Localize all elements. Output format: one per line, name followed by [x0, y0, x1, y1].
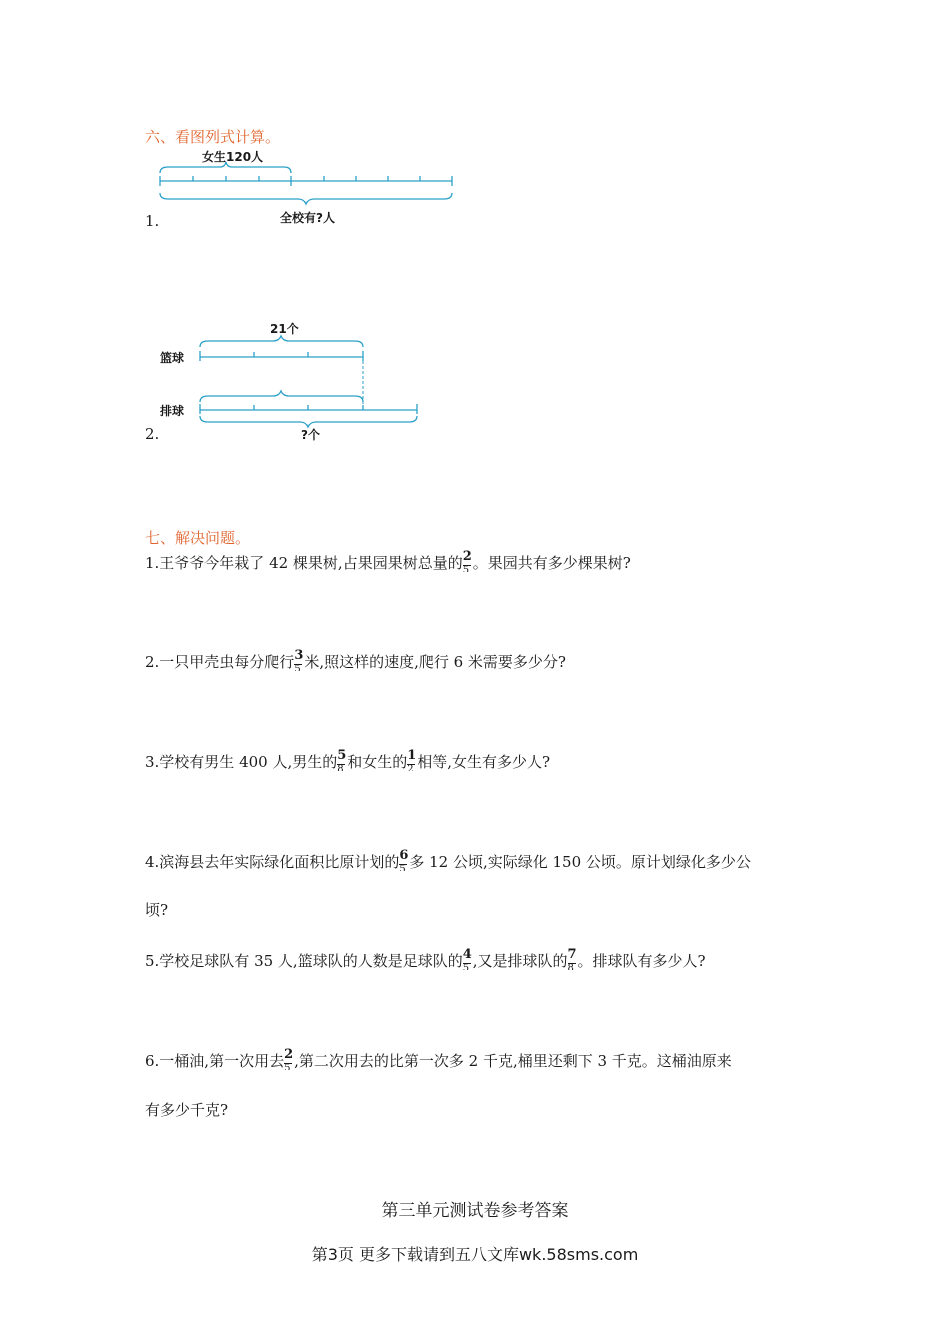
fig2-row1-label: 篮球	[160, 351, 185, 365]
fig2-row2-ticks	[200, 404, 417, 414]
q5-frac2-denominator: 8	[567, 964, 574, 970]
q2-frac-denominator: 5	[294, 665, 301, 671]
q1-fraction	[462, 549, 473, 572]
fig1-bottom-label: 全校有?人	[280, 211, 335, 225]
q1-text-b: 。果园共有多少棵果树?	[472, 554, 631, 572]
q6-frac-numerator: 2	[284, 1047, 294, 1062]
q3-frac2-denominator: 2	[407, 765, 414, 771]
fig2-bottom-brace	[200, 416, 417, 427]
fig2-mid-brace	[200, 391, 363, 402]
fig2-row1-ticks	[200, 351, 363, 361]
question-6-line2: 有多少千克?	[145, 1101, 229, 1119]
q3-text-c: 相等,女生有多少人?	[417, 753, 551, 771]
fig2-bottom-label: ?个	[301, 428, 320, 442]
question-5	[145, 947, 706, 971]
q5-fraction-1	[462, 947, 473, 970]
q5-frac2-numerator: 7	[567, 947, 577, 962]
fig2-number: 2.	[145, 425, 160, 443]
fig2-top-label: 21个	[270, 322, 299, 336]
q3-fraction-2	[407, 748, 417, 771]
q6-text-a: 6.一桶油,第一次用去	[145, 1052, 285, 1070]
fig1-top-label: 女生120人	[202, 150, 264, 164]
q5-text-c: 。排球队有多少人?	[577, 952, 706, 970]
fig1-top-brace	[160, 162, 291, 173]
q1-text-a: 1.王爷爷今年栽了 42 棵果树,占果园果树总量的	[145, 554, 463, 572]
question-2	[145, 648, 566, 672]
q4-frac-denominator: 5	[399, 865, 406, 871]
section-6-heading: 六、看图列式计算。	[145, 128, 281, 146]
q2-fraction	[294, 648, 304, 671]
question-6	[145, 1047, 732, 1071]
q5-frac1-denominator: 5	[462, 964, 470, 970]
segment-diagram-2	[155, 315, 430, 445]
q3-frac1-denominator: 8	[337, 765, 344, 771]
q5-text-a: 5.学校足球队有 35 人,篮球队的人数是足球队的	[145, 952, 463, 970]
q3-frac2-numerator: 1	[407, 748, 417, 763]
q2-text-a: 2.一只甲壳虫每分爬行	[145, 653, 295, 671]
page-footer: 第3页 更多下载请到五八文库wk.58sms.com	[311, 1245, 639, 1264]
fig2-row2-label: 排球	[160, 404, 185, 418]
q2-frac-numerator: 3	[294, 648, 304, 663]
section-7-heading: 七、解决问题。	[145, 529, 251, 547]
q2-text-b: 米,照这样的速度,爬行 6 米需要多少分?	[304, 653, 566, 671]
q6-text-b: ,第二次用去的比第一次多 2 千克,桶里还剩下 3 千克。这桶油原来	[294, 1052, 732, 1070]
q3-text-a: 3.学校有男生 400 人,男生的	[145, 753, 338, 771]
q5-frac1-numerator: 4	[462, 947, 472, 962]
question-4	[145, 848, 751, 872]
answers-title: 第三单元测试卷参考答案	[381, 1201, 569, 1221]
question-1	[145, 549, 631, 573]
q4-fraction	[399, 848, 409, 871]
q1-frac-numerator: 2	[462, 549, 472, 564]
q4-frac-numerator: 6	[399, 848, 409, 863]
segment-diagram-1	[150, 140, 470, 235]
q3-frac1-numerator: 5	[337, 748, 347, 763]
fig1-number: 1.	[145, 212, 160, 230]
q5-fraction-2	[567, 947, 578, 970]
q1-frac-denominator: 5	[462, 566, 470, 572]
q3-text-b: 和女生的	[347, 753, 408, 771]
question-3	[145, 748, 551, 772]
q5-text-b: ,又是排球队的	[472, 952, 568, 970]
fig1-bottom-brace	[160, 193, 452, 204]
q6-fraction	[284, 1047, 294, 1070]
question-4-line2: 顷?	[145, 901, 169, 919]
fig2-top-brace	[200, 336, 363, 347]
q6-frac-denominator: 5	[284, 1064, 291, 1070]
q4-text-b: 多 12 公顷,实际绿化 150 公顷。原计划绿化多少公	[409, 853, 751, 871]
q3-fraction-1	[337, 748, 347, 771]
q4-text-a: 4.滨海县去年实际绿化面积比原计划的	[145, 853, 400, 871]
